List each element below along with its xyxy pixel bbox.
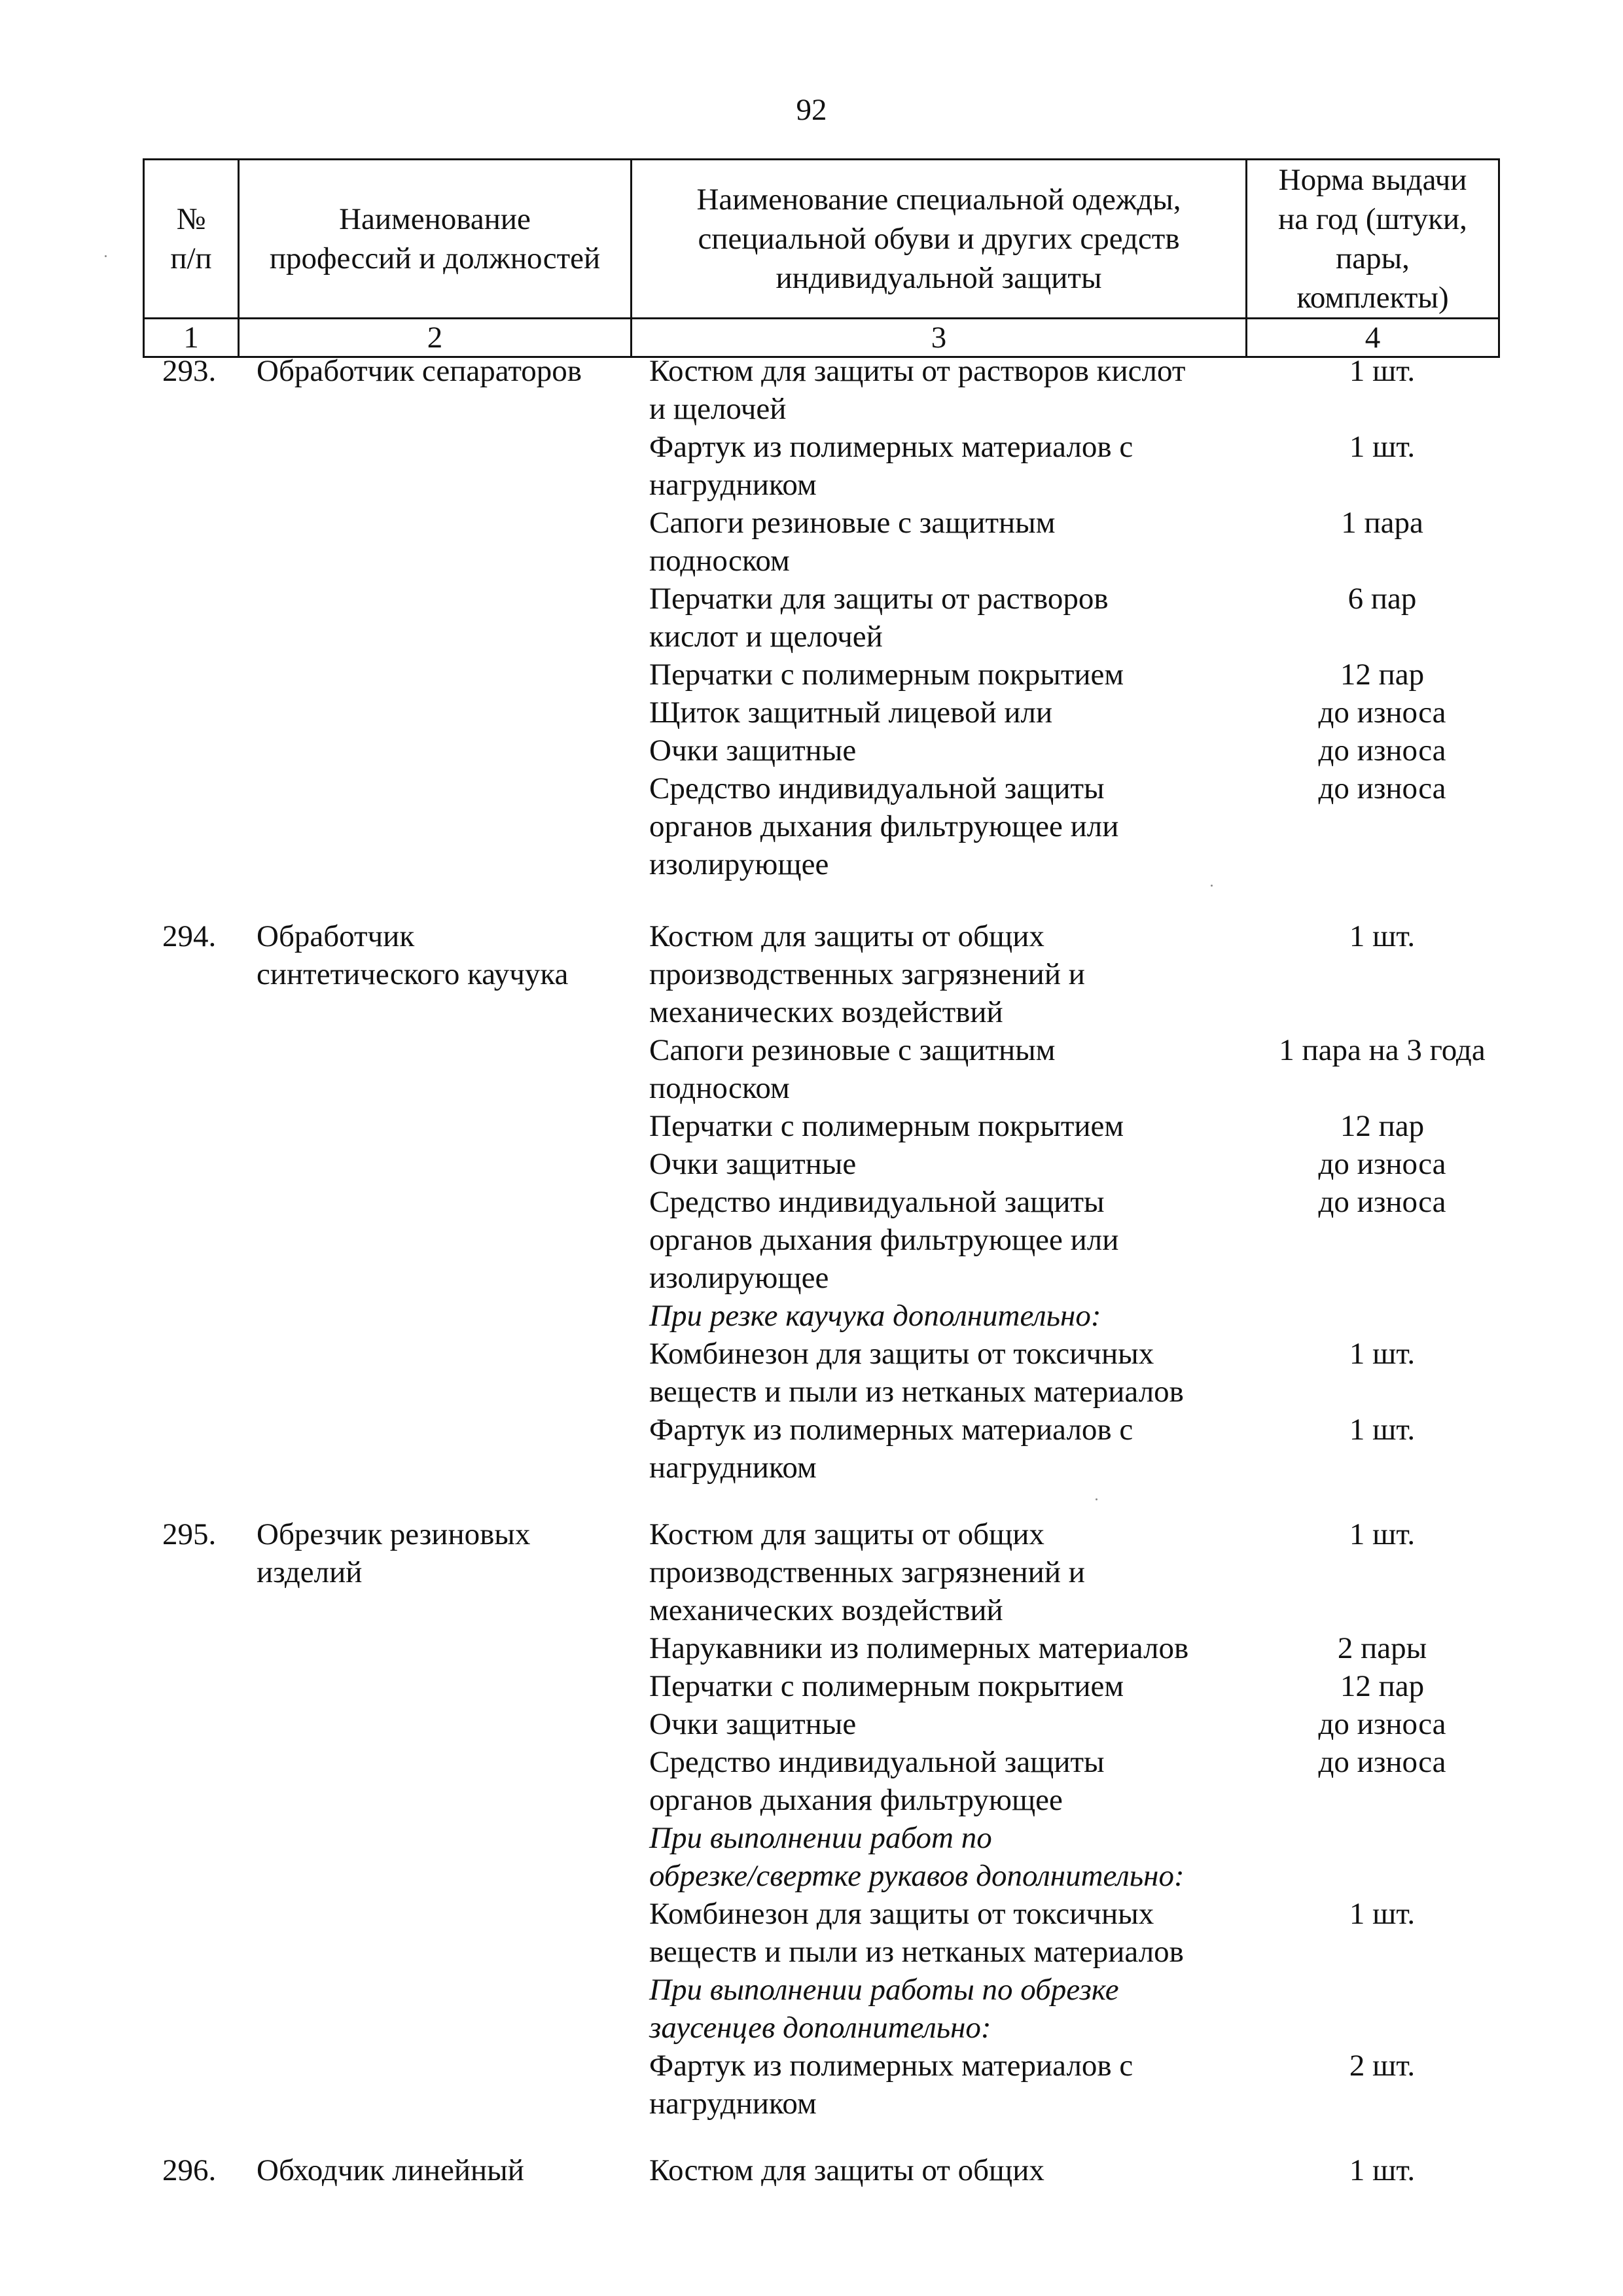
item-line: Фартук из полимерных материалов с bbox=[649, 430, 1133, 464]
norm-value: 2 шт. bbox=[1349, 2049, 1416, 2083]
row-number: 296. bbox=[162, 2153, 217, 2187]
additional-note: При резке каучука дополнительно: bbox=[649, 1299, 1101, 1333]
item-line: изолирующее bbox=[649, 847, 829, 881]
item-line: Средство индивидуальной защиты bbox=[649, 1185, 1105, 1219]
norm-value: 2 пары bbox=[1337, 1631, 1427, 1665]
norm-value: 1 шт. bbox=[1349, 1517, 1416, 1551]
table-header bbox=[143, 158, 1500, 358]
header-col-number: № п/п bbox=[144, 160, 239, 319]
item-line: Перчатки с полимерным покрытием bbox=[649, 658, 1124, 692]
item-line: Перчатки для защиты от растворов bbox=[649, 582, 1109, 616]
item-line: подноском bbox=[649, 544, 790, 578]
norm-value: 1 шт. bbox=[1349, 919, 1416, 953]
item-line: подноском bbox=[649, 1071, 790, 1105]
norm-value: до износа bbox=[1318, 733, 1446, 768]
norm-value: до износа bbox=[1318, 1745, 1446, 1779]
norm-value: до износа bbox=[1318, 1147, 1446, 1181]
norm-value: до износа bbox=[1318, 771, 1446, 805]
scan-speck bbox=[1096, 1498, 1097, 1500]
profession-name: изделий bbox=[257, 1555, 363, 1589]
profession-name: синтетического каучука bbox=[257, 957, 569, 991]
norm-value: 12 пар bbox=[1340, 1109, 1425, 1143]
item-line: производственных загрязнений и bbox=[649, 1555, 1085, 1589]
item-line: Костюм для защиты от общих bbox=[649, 1517, 1044, 1551]
row-number: 293. bbox=[162, 354, 217, 388]
scan-speck bbox=[105, 255, 107, 257]
item-line: производственных загрязнений и bbox=[649, 957, 1085, 991]
item-line: Очки защитные bbox=[649, 1147, 857, 1181]
item-line: органов дыхания фильтрующее или bbox=[649, 809, 1119, 843]
additional-note: обрезке/свертке рукавов дополнительно: bbox=[649, 1859, 1185, 1893]
column-number-4: 4 bbox=[1247, 319, 1499, 357]
norm-value: 1 шт. bbox=[1349, 1413, 1416, 1447]
item-line: Средство индивидуальной защиты bbox=[649, 1745, 1105, 1779]
row-number: 295. bbox=[162, 1517, 217, 1551]
header-col-items: Наименование специальной одежды, специальной обуви и других средств индивидуальной защиты bbox=[632, 160, 1247, 319]
norm-value: до износа bbox=[1318, 1707, 1446, 1741]
item-line: Костюм для защиты от общих bbox=[649, 2153, 1044, 2187]
item-line: нагрудником bbox=[649, 1451, 817, 1485]
profession-name: Обработчик сепараторов bbox=[257, 354, 582, 388]
item-line: Перчатки с полимерным покрытием bbox=[649, 1109, 1124, 1143]
norm-value: 12 пар bbox=[1340, 658, 1425, 692]
column-number-3: 3 bbox=[632, 319, 1247, 357]
item-line: веществ и пыли из нетканых материалов bbox=[649, 1375, 1184, 1409]
column-number-1: 1 bbox=[144, 319, 239, 357]
norm-value: 1 пара на 3 года bbox=[1279, 1033, 1486, 1067]
norm-value: 1 шт. bbox=[1349, 430, 1416, 464]
norm-value: до износа bbox=[1318, 696, 1446, 730]
norm-value: 12 пар bbox=[1340, 1669, 1425, 1703]
norm-value: 1 шт. bbox=[1349, 2153, 1416, 2187]
norm-value: 1 шт. bbox=[1349, 1337, 1416, 1371]
additional-note: заусенцев дополнительно: bbox=[649, 2011, 991, 2045]
header-col-norm: Норма выдачи на год (штуки, пары, комплекты) bbox=[1247, 160, 1499, 319]
item-line: Очки защитные bbox=[649, 733, 857, 768]
scan-speck bbox=[1211, 885, 1213, 887]
row-number: 294. bbox=[162, 919, 217, 953]
item-line: Костюм для защиты от растворов кислот bbox=[649, 354, 1186, 388]
item-line: кислот и щелочей bbox=[649, 620, 883, 654]
norm-value: 6 пар bbox=[1347, 582, 1417, 616]
item-line: нагрудником bbox=[649, 2087, 817, 2121]
item-line: Сапоги резиновые с защитным bbox=[649, 506, 1056, 540]
item-line: Комбинезон для защиты от токсичных bbox=[649, 1897, 1154, 1931]
item-line: Сапоги резиновые с защитным bbox=[649, 1033, 1056, 1067]
profession-name: Обрезчик резиновых bbox=[257, 1517, 531, 1551]
item-line: Средство индивидуальной защиты bbox=[649, 771, 1105, 805]
item-line: Фартук из полимерных материалов с bbox=[649, 2049, 1133, 2083]
page-number: 92 bbox=[796, 93, 827, 127]
profession-name: Обработчик bbox=[257, 919, 415, 953]
header-col-profession: Наименование профессий и должностей bbox=[239, 160, 632, 319]
additional-note: При выполнении работы по обрезке bbox=[649, 1973, 1119, 2007]
item-line: веществ и пыли из нетканых материалов bbox=[649, 1935, 1184, 1969]
item-line: механических воздействий bbox=[649, 1593, 1003, 1627]
item-line: органов дыхания фильтрующее или bbox=[649, 1223, 1119, 1257]
item-line: Перчатки с полимерным покрытием bbox=[649, 1669, 1124, 1703]
item-line: Костюм для защиты от общих bbox=[649, 919, 1044, 953]
item-line: механических воздействий bbox=[649, 995, 1003, 1029]
item-line: и щелочей bbox=[649, 392, 787, 426]
item-line: органов дыхания фильтрующее bbox=[649, 1783, 1063, 1817]
item-line: нагрудником bbox=[649, 468, 817, 502]
column-number-2: 2 bbox=[239, 319, 632, 357]
profession-name: Обходчик линейный bbox=[257, 2153, 524, 2187]
item-line: Щиток защитный лицевой или bbox=[649, 696, 1053, 730]
item-line: Нарукавники из полимерных материалов bbox=[649, 1631, 1189, 1665]
norm-value: 1 шт. bbox=[1349, 354, 1416, 388]
item-line: Комбинезон для защиты от токсичных bbox=[649, 1337, 1154, 1371]
item-line: Очки защитные bbox=[649, 1707, 857, 1741]
norm-value: 1 пара bbox=[1341, 506, 1423, 540]
item-line: Фартук из полимерных материалов с bbox=[649, 1413, 1133, 1447]
norm-value: 1 шт. bbox=[1349, 1897, 1416, 1931]
item-line: изолирующее bbox=[649, 1261, 829, 1295]
additional-note: При выполнении работ по bbox=[649, 1821, 992, 1855]
norm-value: до износа bbox=[1318, 1185, 1446, 1219]
